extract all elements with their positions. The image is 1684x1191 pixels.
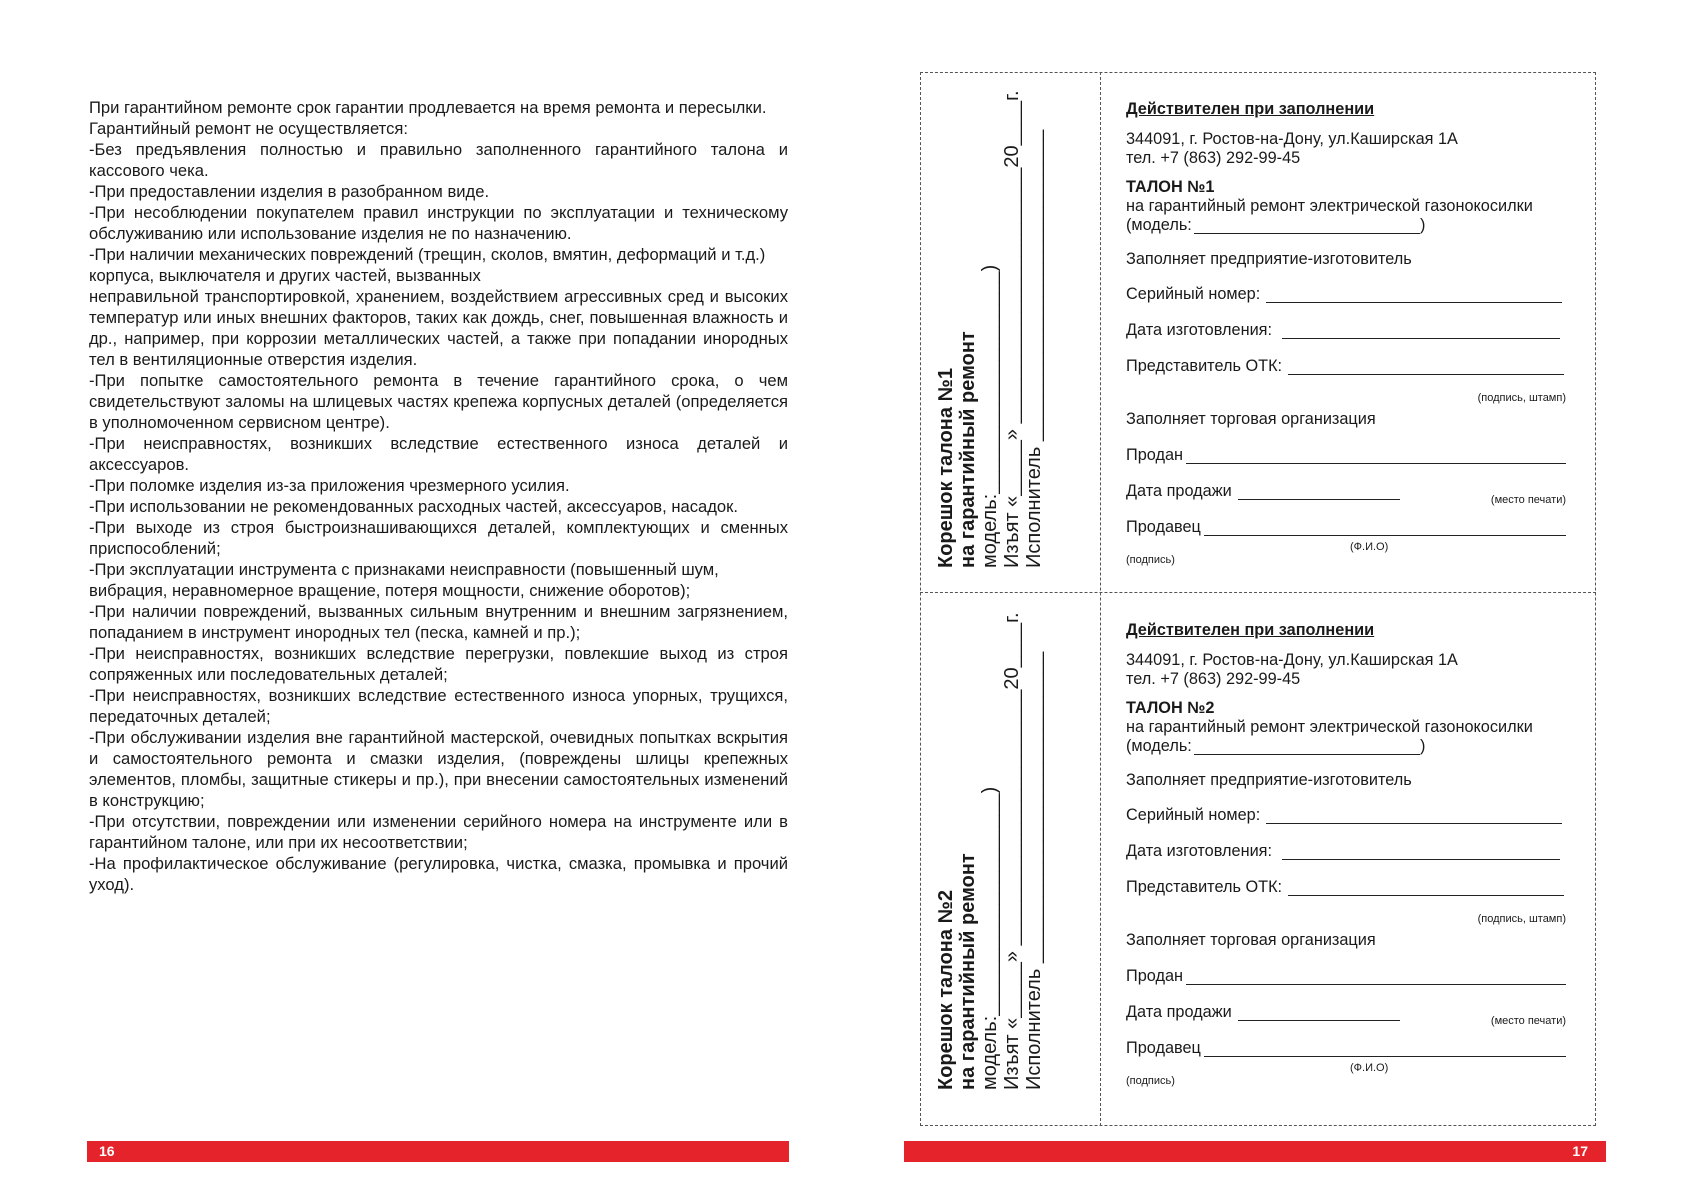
sold-fill-line[interactable] [1186, 463, 1566, 464]
seller-label: Продавец [1126, 518, 1201, 536]
coupon-phone: тел. +7 (863) 292-99-45 [1126, 670, 1301, 688]
warranty-conditions-text [89, 97, 788, 895]
maker-section-label: Заполняет предприятие-изготовитель [1126, 250, 1412, 268]
page-footer-bar-right [904, 1141, 1606, 1162]
coupon-phone: тел. +7 (863) 292-99-45 [1126, 149, 1301, 167]
place-stamp-hint: (место печати) [1490, 1015, 1566, 1027]
sign-stamp-hint: (подпись, штамп) [1477, 913, 1566, 925]
fio-hint: (Ф.И.О) [1350, 1062, 1389, 1074]
stub-removed: Изъят «_____» _______________________20____г. [1001, 612, 1023, 1090]
paragraph: При гарантийном ремонте срок гарантии продлевается на время ремонта и пересылки. [89, 98, 767, 117]
place-stamp-hint: (место печати) [1490, 494, 1566, 506]
otk-label: Представитель ОТК: [1126, 878, 1283, 896]
serial-label: Серийный номер: [1126, 285, 1261, 303]
date-made-label: Дата изготовления: [1126, 321, 1272, 339]
serial-fill-line[interactable] [1266, 823, 1562, 824]
coupon-model-close: ) [1420, 216, 1426, 234]
sale-date-label: Дата продажи [1126, 1003, 1232, 1021]
paragraph: -На профилактическое обслуживание (регулировка, чистка, смазка, промывка и прочий уход). [89, 854, 788, 894]
coupon-stub-1 [935, 90, 1055, 570]
paragraph: неправильной транспортировкой, хранением, воздействием агрессивных сред и высоких температур или иных внешних факторов, таких как дождь, снег, повышенная влажность и др., например, при коррозии металлических частей, а также при попадании инородных тел в вентиляционные отверстия изделия. [89, 287, 788, 369]
coupon-title: ТАЛОН №1 [1126, 178, 1215, 196]
coupon-valid-note: Действителен при заполнении [1126, 100, 1375, 118]
seller-label: Продавец [1126, 1039, 1201, 1057]
stub-title: Корешок талона №2 [935, 890, 957, 1090]
coupon-separator-cut-line [920, 592, 1596, 593]
paragraph: -При неисправностях, возникших вследствие естественного износа упорных, трущихся, передаточных деталей; [89, 686, 788, 726]
page-number-left: 16 [99, 1143, 115, 1159]
paragraph: -При предоставлении изделия в разобранном виде. [89, 182, 490, 201]
coupon-model-label: (модель: [1126, 216, 1192, 234]
stub-executor: Исполнитель ____________________________ [1023, 129, 1045, 568]
paragraph: -Без предъявления полностью и правильно заполненного гарантийного талона и кассового чека. [89, 140, 788, 180]
paragraph: -При эксплуатации инструмента с признаками неисправности (повышенный шум, вибрация, неравномерное вращение, потеря мощности, снижение оборотов); [89, 560, 719, 600]
otk-fill-line[interactable] [1288, 374, 1564, 375]
page-number-right: 17 [1572, 1143, 1588, 1159]
paragraph: -При неисправностях, возникших вследствие естественного износа деталей и аксессуаров. [89, 434, 788, 474]
coupon-description: на гарантийный ремонт электрической газонокосилки [1126, 718, 1533, 736]
signature-hint: (подпись) [1126, 554, 1175, 566]
signature-hint: (подпись) [1126, 1075, 1175, 1087]
stub-model: модель:____________________) [979, 786, 1001, 1090]
trade-section-label: Заполняет торговая организация [1126, 931, 1376, 949]
serial-fill-line[interactable] [1266, 302, 1562, 303]
coupon-valid-note: Действителен при заполнении [1126, 621, 1375, 639]
paragraph: -При обслуживании изделия вне гарантийной мастерской, очевидных попытках вскрытия и самостоятельного ремонта и смазки изделия, (повреждены шлицы крепежных элементов, пломбы, защитные стикеры и пр.), при внесении самостоятельных изменений в конструкцию; [89, 728, 788, 810]
seller-fill-line[interactable] [1204, 1056, 1566, 1057]
coupon-title: ТАЛОН №2 [1126, 699, 1215, 717]
paragraph: -При использовании не рекомендованных расходных частей, аксессуаров, насадок. [89, 497, 739, 516]
trade-section-label: Заполняет торговая организация [1126, 410, 1376, 428]
coupon-address: 344091, г. Ростов-на-Дону, ул.Каширская 1А [1126, 651, 1458, 669]
paragraph: -При отсутствии, повреждении или изменении серийного номера на инструменте или в гарантийном талоне, или при их несоответствии; [89, 812, 788, 852]
stub-model: модель:____________________) [979, 264, 1001, 568]
page-footer-bar-left [87, 1141, 789, 1162]
paragraph: -При неисправностях, возникших вследствие перегрузки, повлекшие выход из строя сопряженных или последовательных деталей; [89, 644, 788, 684]
date-made-label: Дата изготовления: [1126, 842, 1272, 860]
model-fill-line[interactable] [1194, 754, 1420, 755]
otk-fill-line[interactable] [1288, 895, 1564, 896]
stub-subtitle: на гарантийный ремонт [957, 331, 979, 568]
sale-date-label: Дата продажи [1126, 482, 1232, 500]
coupon-address: 344091, г. Ростов-на-Дону, ул.Каширская 1А [1126, 130, 1458, 148]
sale-date-fill-line[interactable] [1238, 499, 1400, 500]
sale-date-fill-line[interactable] [1238, 1020, 1400, 1021]
paragraph: -При поломке изделия из-за приложения чрезмерного усилия. [89, 476, 570, 495]
stub-subtitle: на гарантийный ремонт [957, 853, 979, 1090]
coupon-model-label: (модель: [1126, 737, 1192, 755]
coupon-stub-2 [935, 612, 1055, 1092]
date-made-fill-line[interactable] [1282, 859, 1560, 860]
fio-hint: (Ф.И.О) [1350, 541, 1389, 553]
sold-label: Продан [1126, 446, 1184, 464]
seller-fill-line[interactable] [1204, 535, 1566, 536]
stub-title: Корешок талона №1 [935, 368, 957, 568]
sign-stamp-hint: (подпись, штамп) [1477, 392, 1566, 404]
warranty-coupon-1 [1126, 100, 1566, 570]
coupon-model-close: ) [1420, 737, 1426, 755]
stub-removed: Изъят «_____» _______________________20____г. [1001, 90, 1023, 568]
paragraph: -При наличии повреждений, вызванных сильным внутренним и внешним загрязнением, попаданием в инструмент инородных тел (песка, камней и пр.); [89, 602, 788, 642]
paragraph: Гарантийный ремонт не осуществляется: [89, 119, 408, 138]
warranty-coupon-2 [1126, 621, 1566, 1091]
sold-label: Продан [1126, 967, 1184, 985]
paragraph: -При попытке самостоятельного ремонта в течение гарантийного срока, о чем свидетельствуют заломы на шлицевых частях крепежа корпусных деталей (определяется в уполномоченном сервисном центре). [89, 371, 788, 432]
model-fill-line[interactable] [1194, 233, 1420, 234]
serial-label: Серийный номер: [1126, 806, 1261, 824]
maker-section-label: Заполняет предприятие-изготовитель [1126, 771, 1412, 789]
coupon-stub-cut-line [1100, 72, 1101, 1126]
stub-executor: Исполнитель ____________________________ [1023, 651, 1045, 1090]
sold-fill-line[interactable] [1186, 984, 1566, 985]
coupon-description: на гарантийный ремонт электрической газонокосилки [1126, 197, 1533, 215]
date-made-fill-line[interactable] [1282, 338, 1560, 339]
paragraph: -При наличии механических повреждений (трещин, сколов, вмятин, деформаций и т.д.) корпуса, выключателя и других частей, вызванных [89, 245, 766, 285]
paragraph: -При несоблюдении покупателем правил инструкции по эксплуатации и техническому обслуживанию или использование изделия не по назначению. [89, 203, 788, 243]
paragraph: -При выходе из строя быстроизнашивающихся деталей, комплектующих и сменных приспособлений; [89, 518, 788, 558]
otk-label: Представитель ОТК: [1126, 357, 1283, 375]
